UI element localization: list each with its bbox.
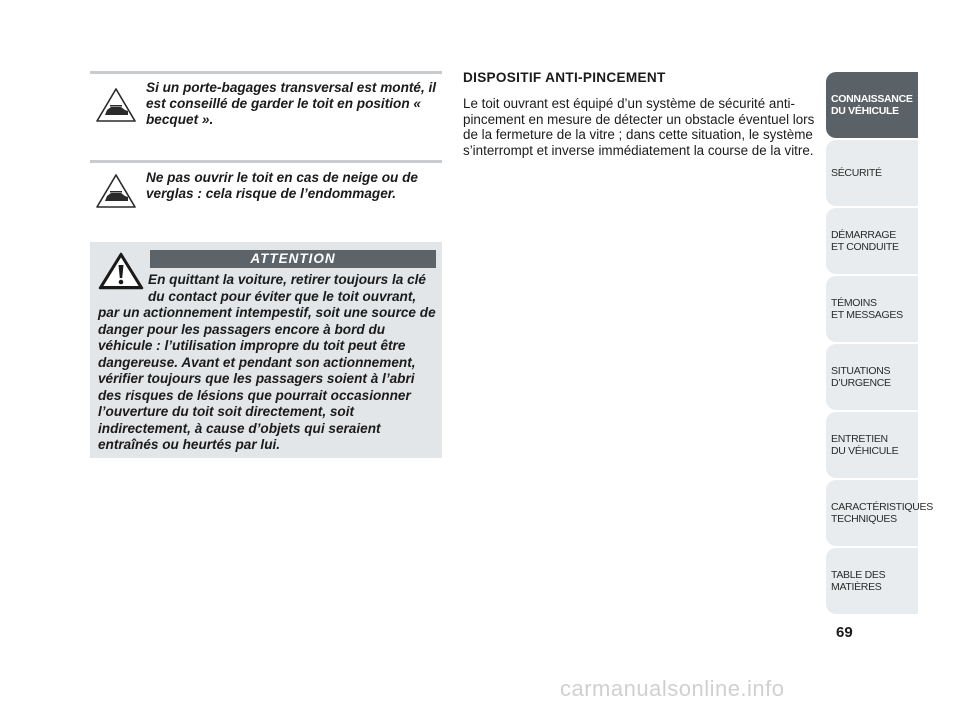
note-roof-rack <box>90 78 442 138</box>
warning-header: ATTENTION <box>150 250 436 268</box>
note-text: Ne pas ouvrir le toit en cas de neige ou de verglas : cela risque de l’endommager. <box>146 170 418 201</box>
divider <box>90 71 442 74</box>
tab-demarrage-et-conduite[interactable]: DÉMARRAGE ET CONDUITE <box>826 208 918 274</box>
watermark: carmanualsonline.info <box>560 676 785 701</box>
section-title: DISPOSITIF ANTI-PINCEMENT <box>463 70 666 85</box>
warning-text-wrap <box>98 272 438 454</box>
tab-securite[interactable]: SÉCURITÉ <box>826 140 918 206</box>
warning-box <box>90 242 442 458</box>
tab-temoins-et-messages[interactable]: TÉMOINS ET MESSAGES <box>826 276 918 342</box>
note-snow-ice <box>90 168 442 218</box>
tab-connaissance-du-vehicule[interactable]: CONNAISSANCE DU VÉHICULE <box>826 72 918 138</box>
note-text: Si un porte-bagages transversal est monté, il est conseillé de garder le toit en position « becquet ». <box>146 80 437 127</box>
car-roof-icon <box>96 174 136 208</box>
tab-table-des-matieres[interactable]: TABLE DES MATIÈRES <box>826 548 918 614</box>
tab-entretien-du-vehicule[interactable]: ENTRETIEN DU VÉHICULE <box>826 412 918 478</box>
icon-spacer <box>98 272 148 305</box>
chapter-tabs <box>826 72 933 616</box>
tab-situations-d-urgence[interactable]: SITUATIONS D’URGENCE <box>826 344 918 410</box>
tab-caracteristiques-techniques[interactable]: CARACTÉRISTIQUES TECHNIQUES <box>826 480 918 546</box>
section-paragraph: Le toit ouvrant est équipé d’un système de sécurité anti-pincement en mesure de détecter un obstacle éventuel lors de la fermeture de la vitre ; dans cette situation, le système s’interrompt et inverse immédiatement la course de la vitre. <box>463 96 815 158</box>
page-number: 69 <box>836 624 853 641</box>
car-roof-icon <box>96 88 136 122</box>
divider <box>90 160 442 163</box>
warning-text: En quittant la voiture, retirer toujours la clé du contact pour éviter que le toit ouvrant, par un actionnement intempestif, soit une source de danger pour les passagers encore à bord du véhicule : l’utilisation impropre du toit peut être dangereuse. Avant et pendant son actionnement, vérifier toujours que les passagers soient à l’abri des risques de lésions que pourrait occasionner l’ouverture du toit soit directement, soit indirectement, à cause d’objets qui seraient entraînés ou heurtés par lui. <box>98 272 436 452</box>
